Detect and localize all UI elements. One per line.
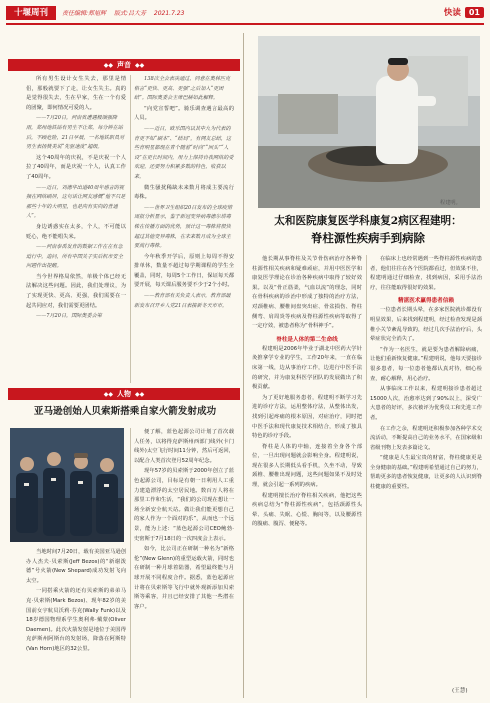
people-headline: 亚马逊创始人贝索斯搭乘自家火箭发射成功 [33,406,217,417]
paragraph: 在工作之余，程建明还积极参加各种学术交流活动，不断提高自己的业务水平，在国家级和省级刊物上发表多篇论文。 [370,425,482,451]
people-column-1 [26,548,126,698]
paragraph: 现年57岁的贝索斯于2000年创立了蓝色起源公司，目标是有朝一日利用人工重力建造漂浮的太空居民地。数百万人将在那里工作和生活，“我们的公司现在想让一场全新安全航天站。做让我们能更想自己的家人作为一个面对的乐”，从而也一个远景，能为上述：“蓝色起源公司CEO鲍勃·史密斯于7月18日的一次四度会上表示。 [134,468,234,542]
subheading: 精湛医术赢得患者信赖 [398,298,454,305]
column-divider [366,255,367,698]
column-divider [130,428,131,698]
paragraph: “向党宣誓吧”。骑乐调查遇言最高的人员。 [134,105,234,122]
paragraph: 这个40周年的庆祝，不是庆祝一个人拉了40周年，而是庆祝一个人，认真工作了40周年。 [26,154,126,180]
paragraph: 如今，比公司正在研制一种名为“新格伦”(New Glenn)的重型运载火箭，同时也在研制一种月球着陆器，希望最终能与月球开展不同程度合作。据悉，蓝色起源应计将在贝索斯等飞行中就外观新添加贝索斯等乘客，并且已经安排了其他一些潜在客户。 [134,546,234,610]
page-divider [243,33,244,698]
paragraph: 一位患者长期头晕，在多家医院就诊都没有明显效果，后来找到程建明，经过检查发现是颈椎小关节紊乱导致的，经过几次手法治疗后，头晕症状完全消失了。 [370,307,482,343]
paragraph: 微生骚扰稀缺未来数月将成主要流行毒株。 [134,184,234,201]
paragraph: 138次全会表决通过，同意在奥林匹克格言“更快、更高、更强”之后加入“更团结”。国际奥委会主席巴赫如此解释。 [134,76,231,102]
paragraph: 一同搭乘火箭的还有贝索斯的弟弟马克·贝索斯(Mark Bezos)、现年82岁的美国前女宇航员沃莉·芬克(Wally Funk)以及18岁德国物理系学生奥利弗·戴蒙(Oliver Daemen)。此次火箭发射是地位于美国得克萨斯州阿斯台的发射场，降落在阿斯特(Van Horn)地区的32公里。 [26,588,126,652]
paragraph: 程建明是2006年毕业于湖北中医药大学针灸推拿学专业的学生，工作20年来，一直在临床第一线，边从事治疗工作，边进行中医手法的研究，并为康复科医学团队的发展做出了积极贡献。 [252,345,362,391]
paragraph: ——世界卫生组织20日发布的全球疫情周报分析显示，鉴于新冠变异病毒德尔塔毒株在传播方面的优势，预计这一毒株将很快超过其他变异毒株，在未来数月成为全球主要流行毒株。 [134,204,232,250]
diamond-icon: ◆◆ [103,61,113,69]
paragraph: 所有男生设计女生失去，那里是情侣，那般就要下了走，让女生失主。真的是觉得很失去，生在早家，生在一个有爱的团聚，即何情况可爱的人。 [26,76,126,111]
paragraph: 他长期从事脊柱及关节骨伤病治疗各种脊柱源性相关疾病和疑难顽症，并用中医医学和康复医学理论在诊治各种疾病中取得了较好效果。以及“骨正筋柔，气血以流”的理念，同时在骨科疾病的诊治中形成了独特的治疗方法，对颈椎病、腰椎间盘突出症、骨盆损伤、脊柱侧弯、肩周炎等疾病及脊柱源性疾病等取得了一定疗效，被患者称为“骨科神手”。 [252,256,362,330]
subheading: 脊柱是人体的第二生命线 [276,336,338,343]
paragraph: 在临床上也经常遇到一些脊柱源性疾病的患者，他们往往在各个医院都看过，但效果不佳，程建明通过仔细检查，找到病因，采用手法治疗，往往能取得很好的效果。 [370,256,482,291]
diamond-icon: ◆◆ [103,390,113,398]
paragraph: 脊柱是人体的中轴，连接着全身各个部位，一旦出现问题就会影响全身。程建明说，现在很多人长期低头看手机，久坐不动，导致颈椎、腰椎出现问题，这些问题如果不及时处理，就会引起一系列的疾病。 [252,443,362,489]
page-header [0,0,490,30]
paragraph: ——近日，欧乐国内以其中九为代表的育更不如“刷本”、“结局”，有网友总结，这些育明星都现在青个随着“时尚”“回头”“人设”在更长时间内，用力上保持自我网络的受欢迎，还要努力积累多数的特色，收获以来。 [134,125,234,180]
people-section-band [8,388,240,400]
doctor-photo [258,36,480,208]
paragraph: ——7月20日，河南省遭遇极端强降雨，郑州地铁站有男生不让郑，每分钟在站后，不顾危险，21日早晨，一名地铁职员对男生表扬赞美说“先驱速度”超级。 [26,115,125,151]
section-label: 十堰周刊 [6,6,56,20]
paragraph: 身边诱惑实在太多，个人，不可能以贬心，绝不能唱失米。 [26,223,126,240]
paragraph: ——近日，刘德华出道40周年感言的视频在网络刷屏，这句话让网友感慨“他不只是那些十年的大明星，也是向有实向的普通人”。 [26,184,126,220]
main-column-2 [370,255,482,685]
byline: (王慧) [452,688,468,694]
sound-section-band [8,59,240,71]
sound-section-label: 声音 [117,61,131,69]
people-section-label: 人物 [117,390,131,398]
paragraph: ——7月20日，国际奥委会第 [36,313,102,320]
paragraph: ——教育部有关负责人表示，教育部最新发布召开乡人党21日表接新冬天市市。 [134,293,231,309]
paragraph: 便了解，蓝色起源公司计划了首次载人任务，以将得克萨斯州西部门线外(卡门线外)太空飞行时间11分钟，然后可返回，以配合人类首次登月52周年纪念。 [134,429,234,464]
column-divider [130,75,131,383]
doctor-photo-caption: 程建明。 [440,200,461,206]
paragraph: 程建明擅长治疗脊柱相关疾病，他把这些疾病总结为“脊柱源性疾病”，包括颈源性头晕、头痛、失眠、心慌、胸闷等，以及腰源性的腹痛、腹泻、便秘等。 [252,492,362,528]
paragraph: 当地时间7月20日，载有美国亚马逊创办人杰夫·贝索斯(Jeff Bezos)的“新谢泼德”号火箭(New Shepard)成功发射飞向太空。 [26,549,126,584]
editor: 责任编辑:郑旭辉 [62,10,107,17]
sound-column-2 [134,75,234,383]
astronaut-photo [10,428,124,542]
paragraph: 为了更好地服务患者，程建明不断学习先进的诊疗方法，运用整体疗法，从整体出发，找到引起疼痛的根本原因，对症治疗，同时把中医手法和现代康复技术相结合，形成了独具特色的诊疗手段。 [252,394,362,440]
paragraph: 当今世界格局依然，单极个体已经无法解决这些问题。因此，我们处理议，为了实现更快、更高、更强，我们需要在一起共同应对，我们需要更团结。 [26,273,126,309]
main-subheadline: 脊柱源性疾病手到病除 [311,231,425,245]
header-rule [6,23,484,25]
diamond-icon: ◆◆ [135,61,145,69]
page-marker [444,6,484,18]
editorial-info [62,8,190,17]
issue-date: 2021.7.23 [153,10,185,17]
paragraph: 今年秋季开学后，原则上每周不得安排单休，数量不超过每学期课程的学生全覆盖，同时，每周5个工作日，保证每天都要开展，每天课后服务要不少于2个小时。 [134,253,234,289]
sound-column-1 [26,75,126,383]
diamond-icon: ◆◆ [135,390,145,398]
main-column-1 [252,255,362,698]
paragraph: “健康是人生最宝贵的财富，脊柱健康更是全身健康的基础。”程建明希望通过自己的努力，帮助更多的患者恢复健康，让更多的人认识到脊柱健康的重要性。 [370,455,482,491]
main-headline: 太和医院康复医学科康复2病区程建明： [274,215,462,227]
page-number: 01 [465,7,484,18]
paragraph: 从事临床工作以来，程建明接诊患者超过15000人次，治愈率达到了90%以上，深受广大患者的好评，多次被评为优秀员工和先进工作者。 [370,386,482,421]
designer: 版式:吕大芳 [113,10,146,17]
paragraph: “作为一名医生，就是要为患者解除病痛，让他们重新恢复健康。”程建明说，他每天要接诊很多患者，每一位患者他都认真对待，细心检查，耐心解释，用心治疗。 [370,346,482,382]
column-name: 快读 [443,8,461,18]
paragraph: ——河南泰禹发育的数据工作在在有急迫行中，追问，所有中国关子实后机市安全问题作出提醒。 [26,244,123,270]
people-column-2 [134,428,234,698]
